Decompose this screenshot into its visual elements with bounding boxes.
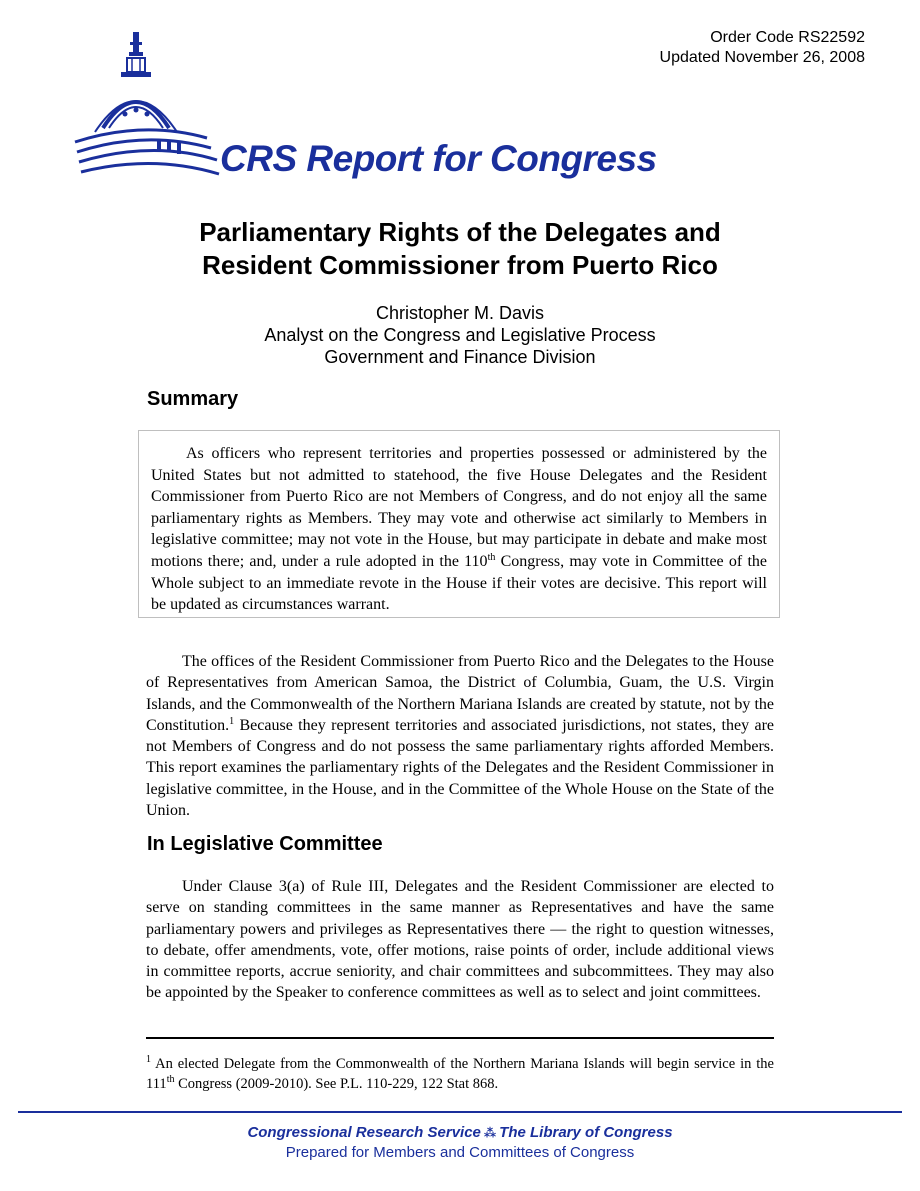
footnote-marker: 1 xyxy=(146,1054,151,1065)
body-paragraph: The offices of the Resident Commissioner from Puerto Rico and the Delegates to the House of Representatives from American Samoa, the District of Columbia, Guam, the U.S. Virgin Islands, and the Commonwealth of the Northern Mariana Islands are created by statute, not by the Constitution.$^1$ Because they represent territories and associated jurisdictions, not states, they are not Members of Congress and do not possess the same parliamentary rights afforded Members. This report examines the parliamentary rights of the Delegates and the Resident Commissioner in legislative committee, in the House, and in the Committee of the Whole House on the State of the Union. xyxy=(146,653,774,820)
footnote: $^1$ An elected Delegate from the Commonwealth of the Northern Mariana Islands will begin service in the 111th Congress (2009-2010). See P.L. 110-229, 122 Stat 868. xyxy=(146,1054,774,1092)
author-position: Analyst on the Congress and Legislative Process xyxy=(264,325,656,345)
footnote-reference[interactable]: 1 xyxy=(229,715,235,727)
footer-library: The Library of Congress xyxy=(499,1124,673,1141)
footer-crs: Congressional Research Service xyxy=(247,1124,481,1141)
body-paragraph: Under Clause 3(a) of Rule III, Delegates and the Resident Commissioner are elected to serve on standing committees in the same manner as Representatives and have the same parliamentary powers and privileges as Representatives there — the right to question witnesses, to debate, offer amendments, vote, offer motions, raise points of order, include additional views in committee reports, accrue seniority, and chair committees and subcommittees. They may also be appointed by the Speaker to conference committees as well as to select and joint committees. xyxy=(146,878,774,1002)
footer-prepared-line: Prepared for Members and Committees of Congress xyxy=(285,1144,635,1161)
ornament-icon: ⁂ xyxy=(483,1126,497,1140)
author-name: Christopher M. Davis xyxy=(375,303,545,323)
report-title-line-2: Resident Commissioner from Puerto Rico xyxy=(202,250,718,280)
order-code: Order Code RS22592 xyxy=(710,29,865,46)
footnote-divider xyxy=(146,1037,774,1039)
order-code-block xyxy=(660,28,865,68)
section-heading: In Legislative Committee xyxy=(147,833,383,855)
report-title xyxy=(0,216,920,282)
summary-heading: Summary xyxy=(147,388,239,410)
footer-divider xyxy=(18,1111,902,1113)
footer-publisher-line xyxy=(0,1124,920,1141)
author-block xyxy=(0,302,920,368)
author-division: Government and Finance Division xyxy=(324,347,596,367)
superscript-ordinal: th xyxy=(166,1073,175,1085)
superscript-ordinal: th xyxy=(487,551,496,563)
summary-text: As officers who represent territories and properties possessed or administered by the United States but not admitted to statehood, the five House Delegates and the Resident Commissioner from Puerto Rico are not Members of Congress, and do not enjoy all the same parliamentary rights as Members. They may vote and otherwise act similarly to Members in legislative committee; may not vote in the House, but may participate in debate and make most motions there; and, under a rule adopted in the 110th Congress, may vote in Committee of the Whole subject to an immediate revote in the House if their votes are decisive. This report will be updated as circumstances warrant. xyxy=(151,445,767,614)
report-title-line-1: Parliamentary Rights of the Delegates and xyxy=(199,217,721,247)
updated-date: Updated November 26, 2008 xyxy=(659,49,865,66)
summary-box xyxy=(138,430,780,618)
capitol-dome-logo xyxy=(73,28,223,188)
crs-report-brand: CRS Report for Congress xyxy=(220,138,657,179)
